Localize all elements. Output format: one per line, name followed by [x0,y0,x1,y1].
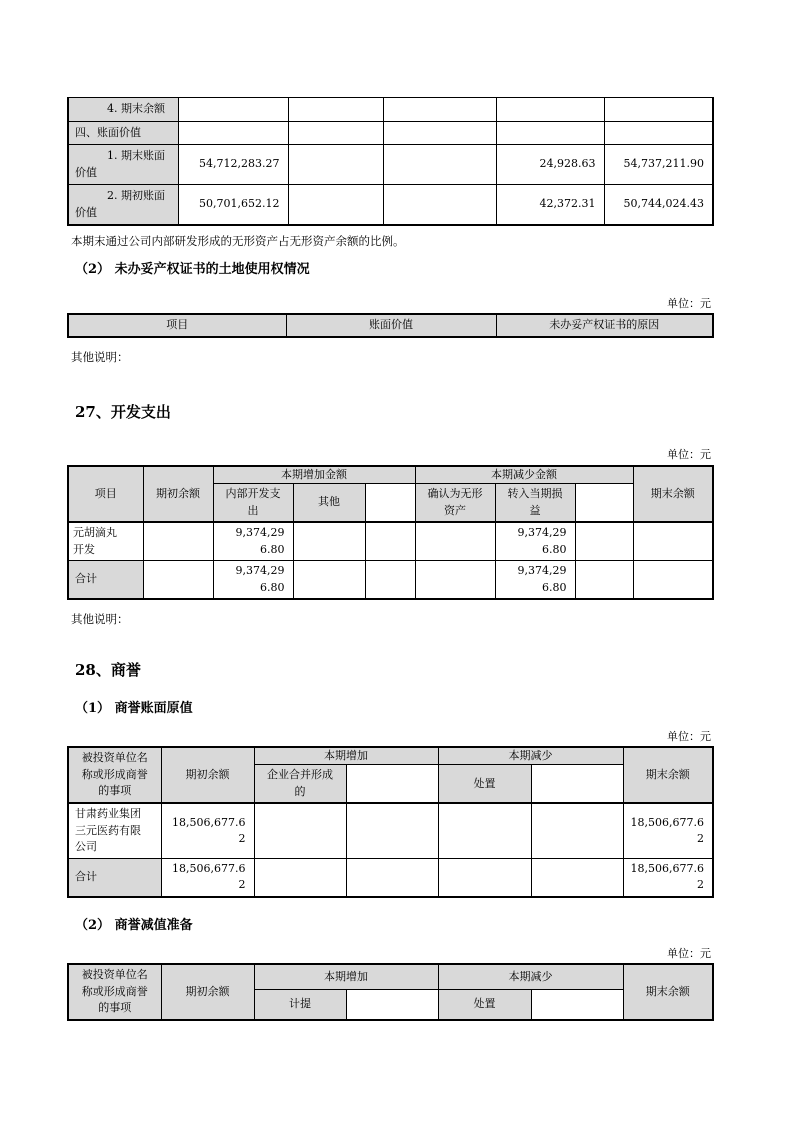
empty-subcolumn-header [346,765,438,804]
col-header-transfer-pl: 转入当期损益 [495,484,575,523]
table-row [68,145,713,185]
row-label: 四、账面价值 [68,121,178,145]
value-cell: 9,374,296.80 [213,522,293,561]
col-header-reason: 未办妥产权证书的原因 [496,314,713,337]
row-label: 4. 期末余额 [68,98,178,122]
table-row [68,98,713,122]
empty-subcolumn-header [531,765,623,804]
section-heading-dev-expenditure: 27、开发支出 [75,402,171,421]
col-header-other: 其他 [293,484,365,523]
col-header-recognized-intangible: 确认为无形资产 [415,484,495,523]
value-cell [575,561,633,600]
value-cell [496,121,604,145]
value-cell [254,858,346,897]
value-cell [143,522,213,561]
row-label: 1. 期末账面价值 [68,145,178,185]
table-row [68,858,713,897]
value-cell [365,522,415,561]
value-cell: 18,506,677.62 [623,858,713,897]
table-row [68,803,713,858]
value-cell: 50,701,652.12 [178,185,288,226]
section-heading-goodwill-impairment: （2） 商誉减值准备 [75,917,193,933]
row-label: 元胡滴丸开发 [68,522,143,561]
group-header-increase: 本期增加 [254,747,438,765]
col-header-opening-balance: 期初余额 [143,466,213,523]
value-cell: 54,712,283.27 [178,145,288,185]
value-cell [604,98,713,122]
note-text: 本期末通过公司内部研发形成的无形资产占无形资产余额的比例。 [71,234,405,248]
value-cell [288,121,383,145]
goodwill-cost-table [67,746,714,898]
value-cell [415,522,495,561]
value-cell [346,803,438,858]
empty-subcolumn-header [575,484,633,523]
table-row [68,185,713,226]
value-cell [531,803,623,858]
value-cell: 50,744,024.43 [604,185,713,226]
table-header-row [68,964,713,989]
col-header-investee: 被投资单位名称或形成商誉的事项 [68,964,161,1020]
section-heading-land-use: （2） 未办妥产权证书的土地使用权情况 [75,262,310,278]
col-header-item: 项目 [68,466,143,523]
row-label-total: 合计 [68,858,161,897]
note-text: 其他说明： [71,349,129,364]
unit-label: 单位：元 [667,729,711,743]
value-cell: 24,928.63 [496,145,604,185]
value-cell [633,522,713,561]
value-cell [288,98,383,122]
empty-subcolumn-header [365,484,415,523]
value-cell: 18,506,677.62 [161,803,254,858]
col-header-item: 项目 [68,314,286,337]
value-cell: 9,374,296.80 [213,561,293,600]
value-cell [383,185,496,226]
col-header-closing-balance: 期末余额 [633,466,713,523]
table-row [68,121,713,145]
row-label: 甘肃药业集团三元医药有限公司 [68,803,161,858]
group-header-increase: 本期增加金额 [213,466,415,484]
col-header-disposal: 处置 [438,989,531,1020]
col-header-accrual: 计提 [254,989,346,1020]
group-header-decrease: 本期减少 [438,964,623,989]
table-row [68,522,713,561]
row-label-total: 合计 [68,561,143,600]
unit-label: 单位：元 [667,946,711,960]
col-header-opening-balance: 期初余额 [161,747,254,804]
value-cell [293,522,365,561]
value-cell: 54,737,211.90 [604,145,713,185]
table-header-row [68,747,713,765]
section-heading-goodwill: 28、商誉 [75,661,141,680]
dev-expenditure-table [67,465,714,601]
value-cell [383,98,496,122]
table-row [68,561,713,600]
value-cell [178,98,288,122]
value-cell [531,858,623,897]
value-cell [438,858,531,897]
value-cell [438,803,531,858]
value-cell [254,803,346,858]
unit-label: 单位：元 [667,448,711,462]
value-cell: 18,506,677.62 [623,803,713,858]
table-header-row [68,466,713,484]
value-cell: 9,374,296.80 [495,522,575,561]
value-cell: 18,506,677.62 [161,858,254,897]
col-header-internal-dev: 内部开发支出 [213,484,293,523]
value-cell [604,121,713,145]
value-cell [346,858,438,897]
col-header-opening-balance: 期初余额 [161,964,254,1020]
value-cell [383,121,496,145]
col-header-disposal: 处置 [438,765,531,804]
group-header-decrease: 本期减少金额 [415,466,633,484]
intangible-assets-table [67,97,714,226]
col-header-closing-balance: 期末余额 [623,747,713,804]
table-header-row [68,314,713,337]
value-cell [293,561,365,600]
value-cell: 9,374,296.80 [495,561,575,600]
value-cell [575,522,633,561]
value-cell [288,145,383,185]
section-heading-goodwill-cost: （1） 商誉账面原值 [75,700,193,716]
value-cell [415,561,495,600]
value-cell [178,121,288,145]
value-cell [383,145,496,185]
empty-subcolumn-header [346,989,438,1020]
value-cell [633,561,713,600]
unit-label: 单位：元 [667,296,711,310]
col-header-book-value: 账面价值 [286,314,496,337]
group-header-decrease: 本期减少 [438,747,623,765]
col-header-merger-formed: 企业合并形成的 [254,765,346,804]
value-cell: 42,372.31 [496,185,604,226]
col-header-closing-balance: 期末余额 [623,964,713,1020]
value-cell [288,185,383,226]
value-cell [143,561,213,600]
row-label: 2. 期初账面价值 [68,185,178,226]
group-header-increase: 本期增加 [254,964,438,989]
goodwill-impairment-table [67,963,714,1021]
empty-subcolumn-header [531,989,623,1020]
value-cell [496,98,604,122]
land-use-rights-table [67,313,714,338]
value-cell [365,561,415,600]
note-text: 其他说明： [71,612,129,627]
col-header-investee: 被投资单位名称或形成商誉的事项 [68,747,161,804]
